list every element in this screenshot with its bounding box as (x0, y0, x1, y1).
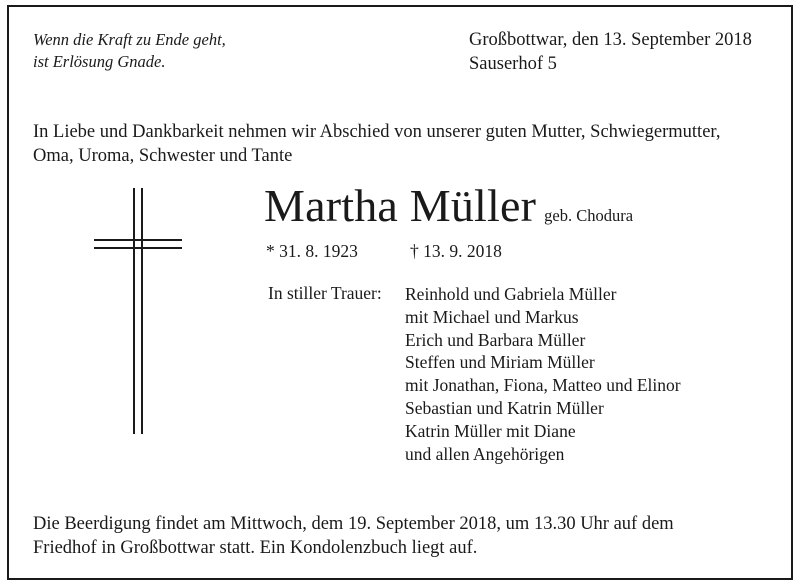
mourner-line: Katrin Müller mit Diane (405, 420, 576, 441)
maiden-name: geb. Chodura (544, 206, 634, 225)
birth-date: * 31. 8. 1923 (266, 241, 358, 261)
mourner-line: und allen Angehörigen (405, 443, 565, 464)
place-date-block (469, 28, 752, 76)
mourner-line: mit Jonathan, Fiona, Matteo und Elinor (405, 375, 681, 396)
mourning-label: In stiller Trauer: (268, 283, 382, 303)
cross-icon (92, 188, 184, 434)
mourner-line: Reinhold und Gabriela Müller (405, 284, 617, 304)
mourner-line: Steffen und Miriam Müller (405, 352, 595, 373)
mourner-line: Sebastian und Katrin Müller (405, 397, 604, 418)
funeral-line-1: Die Beerdigung findet am Mittwoch, dem 19. September 2018, um 13.30 Uhr auf dem (33, 514, 674, 534)
motto-line-1: Wenn die Kraft zu Ende geht, (33, 30, 226, 49)
death-date: † 13. 9. 2018 (410, 241, 502, 261)
deceased-name: Martha Müller (264, 180, 537, 231)
mourner-line: Erich und Barbara Müller (405, 329, 586, 350)
motto-quote (33, 29, 226, 73)
deceased-name-row (264, 180, 633, 232)
motto-line-2: ist Erlösung Gnade. (33, 52, 166, 71)
mourner-line: mit Michael und Markus (405, 306, 579, 327)
address: Sauserhof 5 (469, 54, 557, 74)
mourners-list (405, 283, 681, 465)
place-date: Großbottwar, den 13. September 2018 (469, 30, 752, 50)
intro-line-2: Oma, Uroma, Schwester und Tante (33, 146, 293, 166)
intro-line-1: In Liebe und Dankbarkeit nehmen wir Abschied von unserer guten Mutter, Schwiegermutter, (33, 122, 721, 142)
funeral-notice (33, 512, 793, 560)
intro-text (33, 120, 793, 168)
funeral-line-2: Friedhof in Großbottwar statt. Ein Kondolenzbuch liegt auf. (33, 538, 478, 558)
